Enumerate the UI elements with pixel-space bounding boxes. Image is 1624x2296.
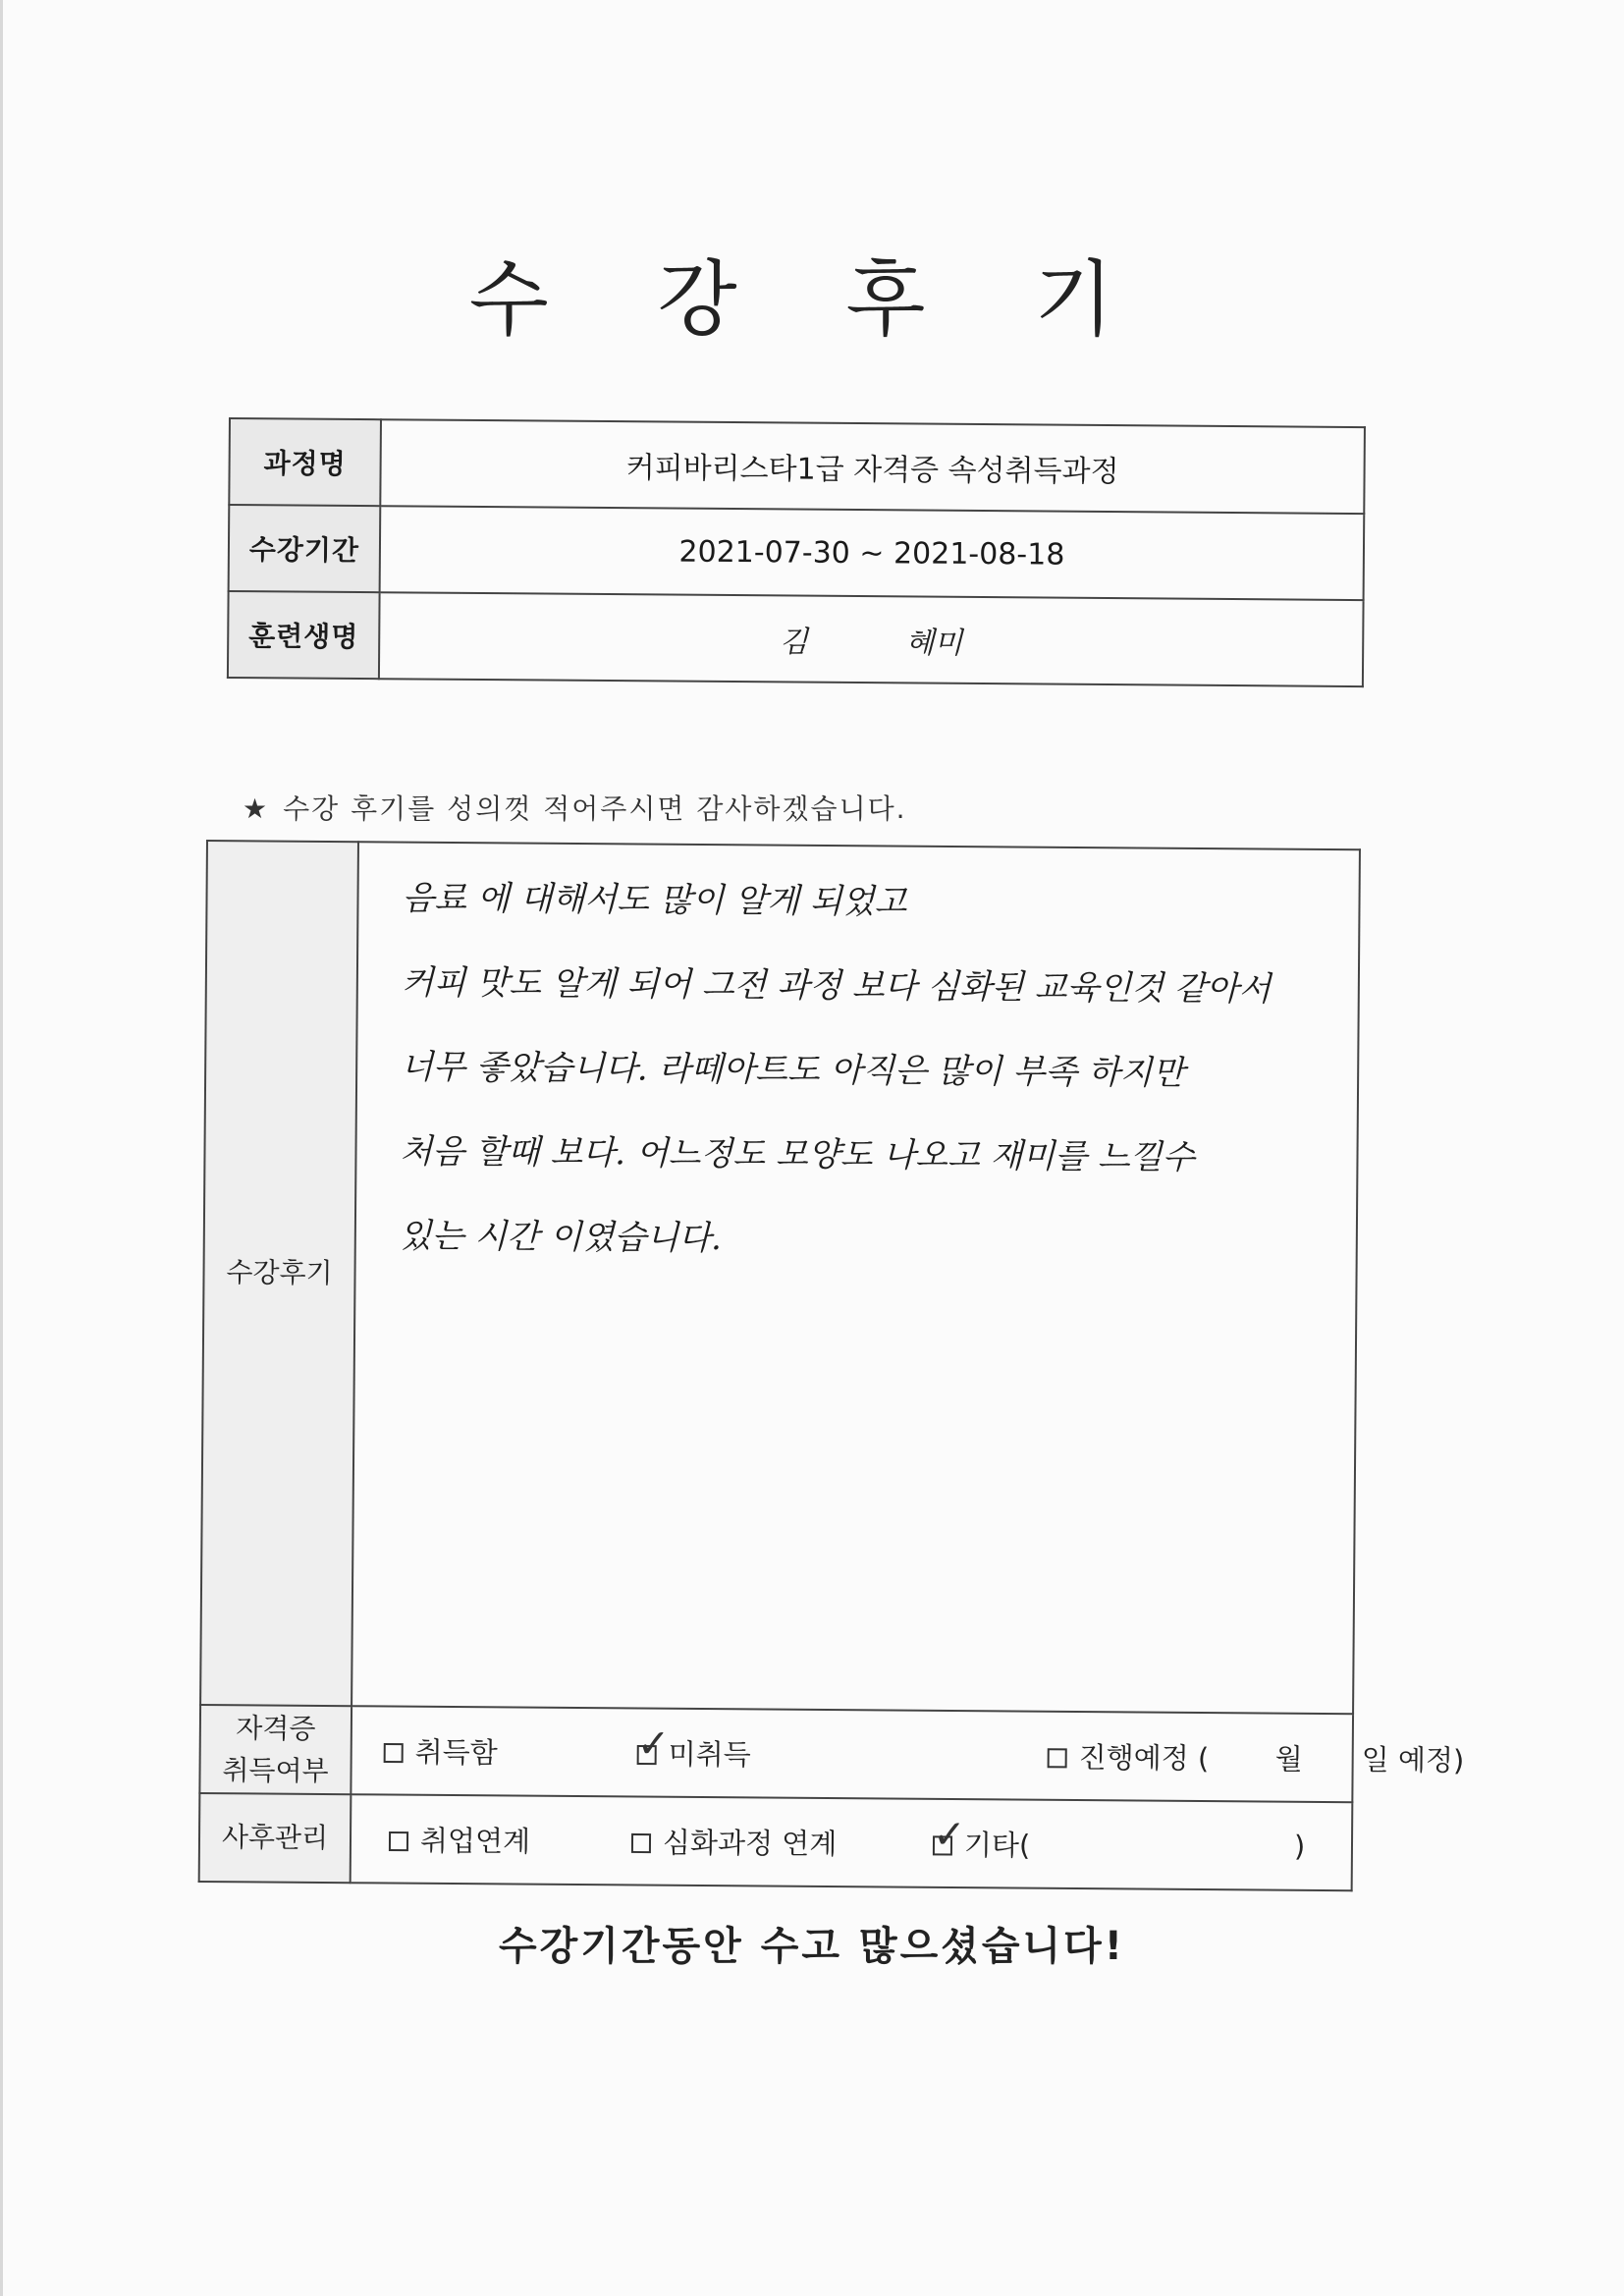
review-row bbox=[200, 841, 1360, 1714]
star-icon: ★ bbox=[243, 793, 270, 825]
course-label: 과정명 bbox=[229, 418, 381, 506]
checkbox-other[interactable] bbox=[932, 1812, 966, 1858]
course-row bbox=[229, 418, 1365, 514]
review-line: 커피 맛도 알게 되어 그전 과정 보다 심화된 교육인것 같아서 bbox=[401, 962, 1272, 1010]
option-not-acquired-label: 미취득 bbox=[668, 1737, 751, 1772]
period-row bbox=[229, 505, 1365, 600]
checkbox-employment[interactable] bbox=[389, 1831, 408, 1851]
certificate-label-line1: 자격증 bbox=[236, 1711, 316, 1745]
trainee-name-handwritten: 김 혜미 bbox=[379, 592, 1364, 686]
option-advanced[interactable] bbox=[631, 1821, 838, 1863]
review-line: 너무 좋았습니다. 라떼아트도 아직은 많이 부족 하지만 bbox=[401, 1047, 1185, 1093]
option-advanced-label: 심화과정 연계 bbox=[662, 1826, 838, 1861]
checkbox-advanced[interactable] bbox=[631, 1833, 651, 1853]
planned-day-label: 일 예정) bbox=[1361, 1742, 1465, 1777]
other-close-paren: ) bbox=[1293, 1829, 1306, 1863]
course-info-table bbox=[227, 417, 1366, 687]
review-content bbox=[352, 842, 1360, 1714]
period-value: 2021-07-30 ~ 2021-08-18 bbox=[380, 506, 1365, 600]
check-mark-icon: ✓ bbox=[636, 1721, 671, 1768]
course-value: 커피바리스타1급 자격증 속성취득과정 bbox=[380, 419, 1365, 514]
option-planned[interactable] bbox=[1048, 1735, 1210, 1777]
closing-message: 수강기간동안 수고 많으셨습니다! bbox=[498, 1924, 1126, 1969]
period-label: 수강기간 bbox=[229, 505, 381, 592]
option-employment[interactable] bbox=[389, 1819, 530, 1860]
option-other-label: 기타( bbox=[963, 1828, 1031, 1863]
checkbox-planned[interactable] bbox=[1048, 1748, 1067, 1768]
document-title: 수 강 후 기 bbox=[468, 251, 1156, 348]
review-table bbox=[198, 840, 1465, 1891]
review-line: 있는 시간 이였습니다. bbox=[399, 1216, 723, 1259]
checkbox-acquired[interactable] bbox=[384, 1743, 404, 1763]
aftercare-label: 사후관리 bbox=[199, 1793, 352, 1883]
review-label: 수강후기 bbox=[200, 841, 358, 1706]
notice-line bbox=[243, 788, 907, 827]
option-other[interactable] bbox=[932, 1812, 1031, 1864]
trainee-label: 훈련생명 bbox=[228, 591, 380, 679]
certificate-label bbox=[199, 1705, 352, 1794]
review-line: 처음 할때 보다. 어느정도 모양도 나오고 재미를 느낄수 bbox=[400, 1131, 1195, 1177]
notice-text: 수강 후기를 성의껏 적어주시면 감사하겠습니다. bbox=[283, 793, 907, 825]
certificate-row bbox=[199, 1705, 1353, 1802]
check-mark-icon: ✓ bbox=[932, 1812, 966, 1858]
planned-month-label: 월 bbox=[1274, 1742, 1303, 1777]
option-planned-label: 진행예정 ( bbox=[1078, 1740, 1210, 1776]
review-line: 음료 에 대해서도 많이 알게 되었고 bbox=[402, 878, 907, 922]
checkbox-not-acquired[interactable] bbox=[636, 1721, 671, 1768]
option-acquired-label: 취득함 bbox=[414, 1735, 498, 1770]
certificate-options bbox=[351, 1706, 1465, 1802]
option-not-acquired[interactable] bbox=[636, 1721, 751, 1774]
certificate-label-line2: 취득여부 bbox=[222, 1754, 329, 1788]
trainee-row bbox=[228, 591, 1364, 686]
aftercare-options bbox=[351, 1794, 1353, 1890]
option-acquired[interactable] bbox=[384, 1730, 498, 1772]
option-employment-label: 취업연계 bbox=[419, 1824, 531, 1859]
aftercare-row bbox=[199, 1793, 1353, 1890]
